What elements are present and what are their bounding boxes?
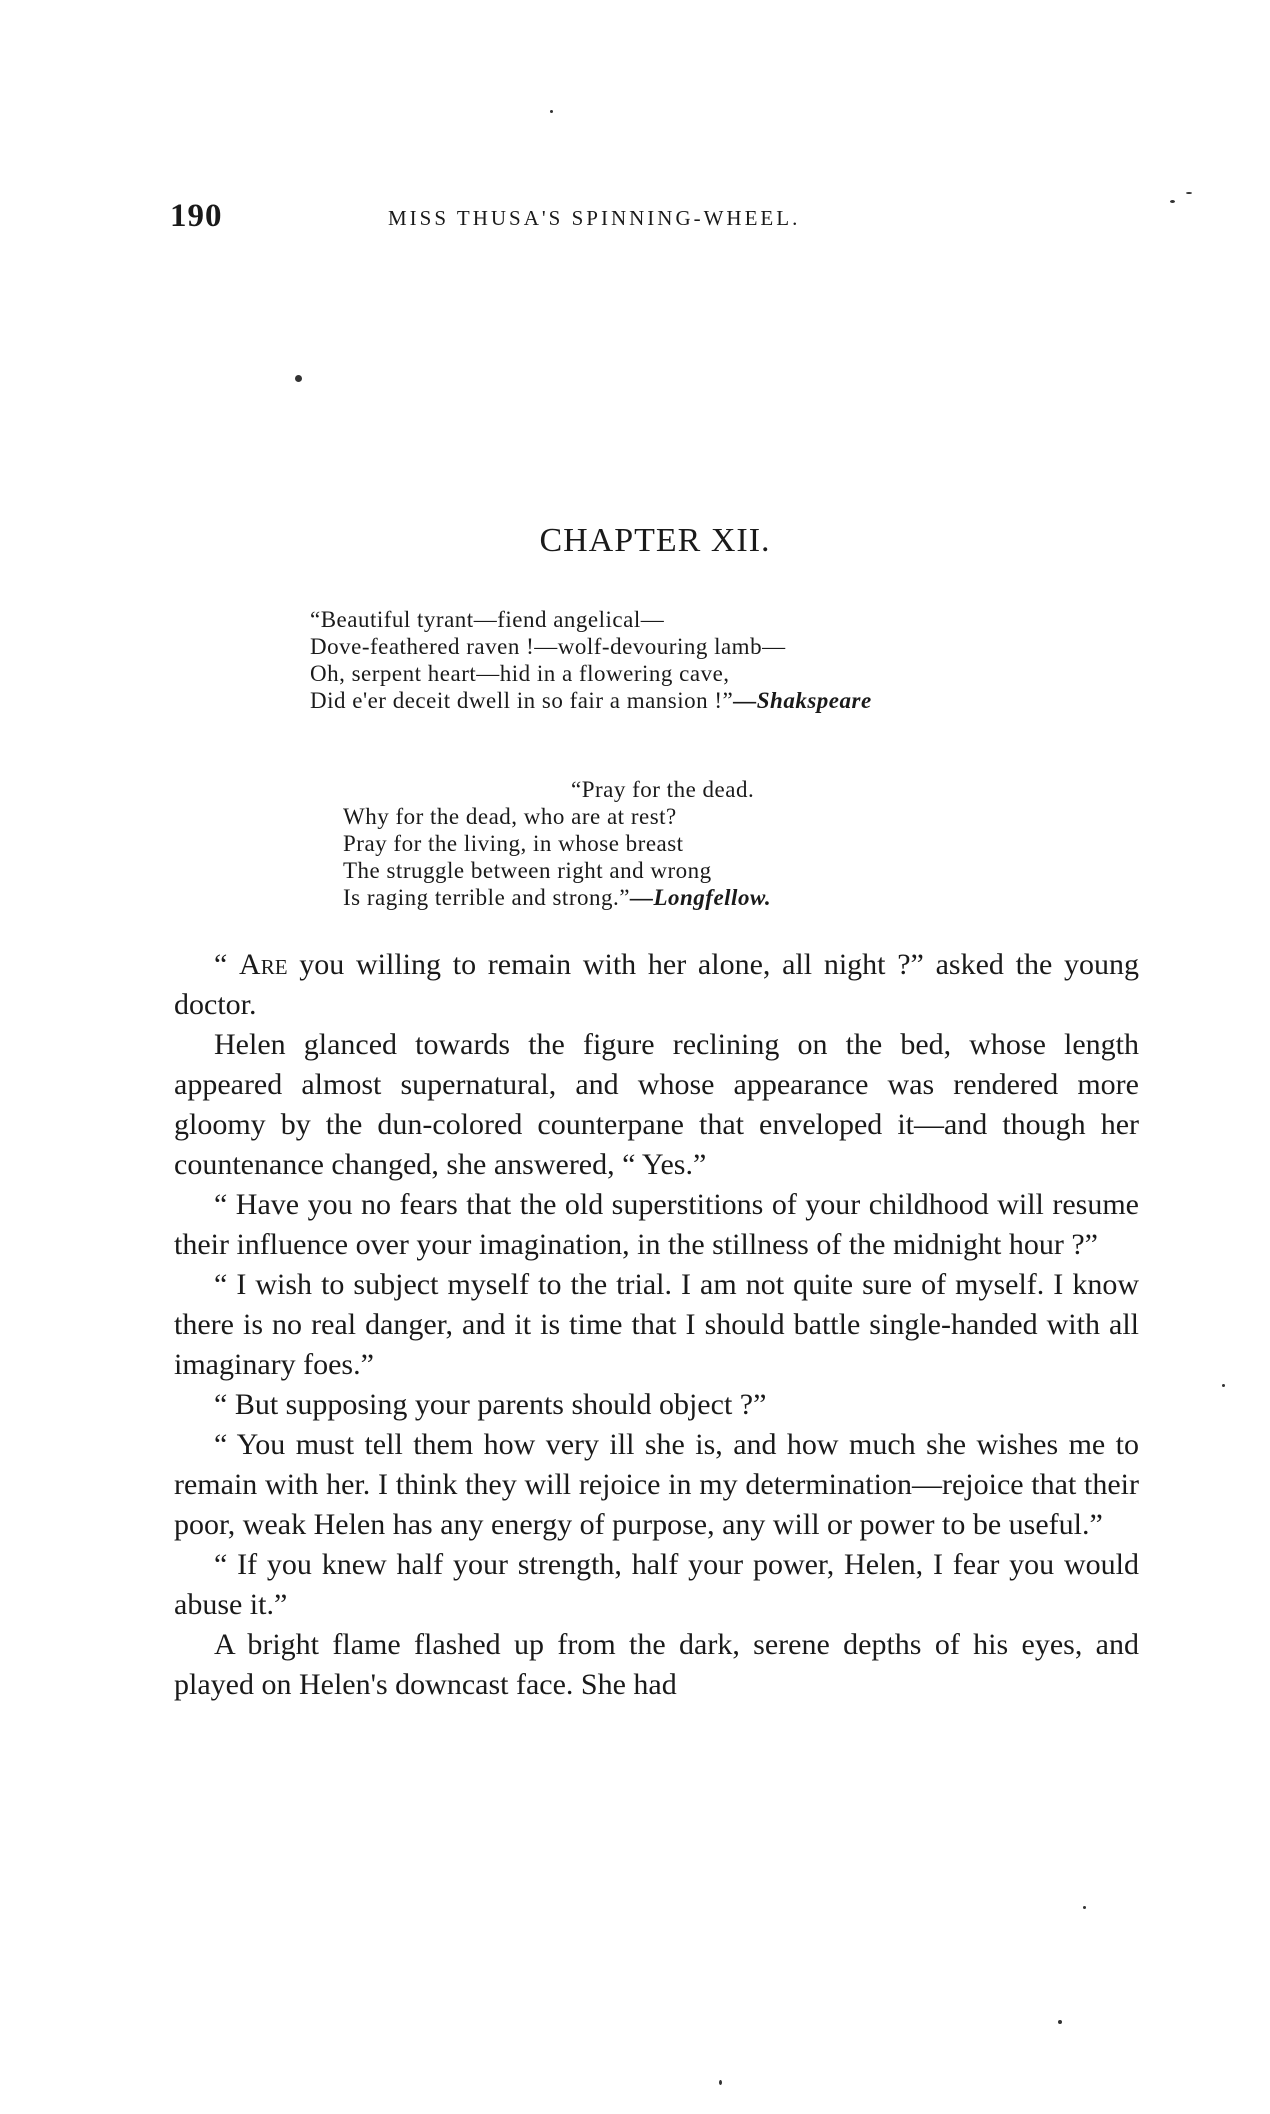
scan-speck	[1058, 2020, 1062, 2024]
epigraph-attribution: —Longfellow.	[629, 885, 772, 910]
paragraph: Helen glanced towards the figure reclining on the bed, whose length appeared almost supernatural, and whose appearance was rendered more gloomy by the dun-colored counterpane that enveloped it—and though her countenance changed, she answered, “ Yes.”	[174, 1028, 1139, 1181]
running-head	[170, 198, 1090, 238]
epigraph-line-text: Did e'er deceit dwell in so fair a mansion !”	[310, 688, 734, 713]
scan-speck	[1170, 200, 1175, 203]
paragraph: “ You must tell them how very ill she is, and how much she wishes me to remain with her. I think they will rejoice in my determination—rejoice that their poor, weak Helen has any energy of purpose, any will or power to be useful.”	[174, 1428, 1139, 1541]
epigraph-line: Pray for the living, in whose breast	[343, 831, 684, 856]
epigraph-line: The struggle between right and wrong	[343, 858, 712, 883]
scan-speck	[1083, 1906, 1086, 1909]
paragraph-lead-word: Are	[239, 948, 288, 981]
paragraph: “ Have you no fears that the old superstitions of your childhood will resume their influence over your imagination, in the stillness of the midnight hour ?”	[174, 1188, 1139, 1261]
epigraph-line: Dove-feathered raven !—wolf-devouring lamb—	[310, 634, 786, 659]
chapter-title: CHAPTER XII.	[539, 522, 771, 559]
epigraph-line: “Beautiful tyrant—fiend angelical—	[310, 607, 665, 632]
paragraph: “ I wish to subject myself to the trial. I am not quite sure of myself. I know there is no real danger, and it is time that I should battle single-handed with all imaginary foes.”	[174, 1268, 1139, 1381]
epigraph-line-text: Is raging terrible and strong.”	[343, 885, 630, 910]
running-title: MISS THUSA'S SPINNING-WHEEL.	[388, 206, 801, 230]
paragraph-text: you willing to remain with her alone, all night ?” asked the young doctor.	[174, 948, 1139, 1021]
paragraph	[174, 945, 1139, 1025]
paragraph: “ But supposing your parents should object ?”	[214, 1388, 767, 1421]
paragraph: A bright flame flashed up from the dark, serene depths of his eyes, and played on Helen's downcast face. She had	[174, 1628, 1139, 1701]
scan-speck	[1186, 192, 1192, 194]
epigraph-line: “Pray for the dead.	[571, 777, 755, 802]
epigraph-line: Oh, serpent heart—hid in a flowering cave,	[310, 661, 730, 686]
scan-speck	[295, 375, 302, 382]
epigraph-shakspeare	[310, 606, 872, 714]
epigraph-longfellow	[343, 776, 771, 911]
epigraph-attribution: —Shakspeare	[733, 688, 872, 713]
scan-speck	[719, 2080, 722, 2085]
paragraph-open-quote: “	[214, 948, 240, 981]
epigraph-line	[310, 687, 872, 714]
epigraph-line	[343, 884, 771, 911]
scan-speck	[550, 110, 553, 113]
scan-speck	[1222, 1384, 1225, 1387]
paragraph: “ If you knew half your strength, half your power, Helen, I fear you would abuse it.”	[174, 1548, 1139, 1621]
epigraph-line: Why for the dead, who are at rest?	[343, 804, 677, 829]
page-number: 190	[170, 198, 223, 234]
body-text	[174, 945, 1139, 1705]
